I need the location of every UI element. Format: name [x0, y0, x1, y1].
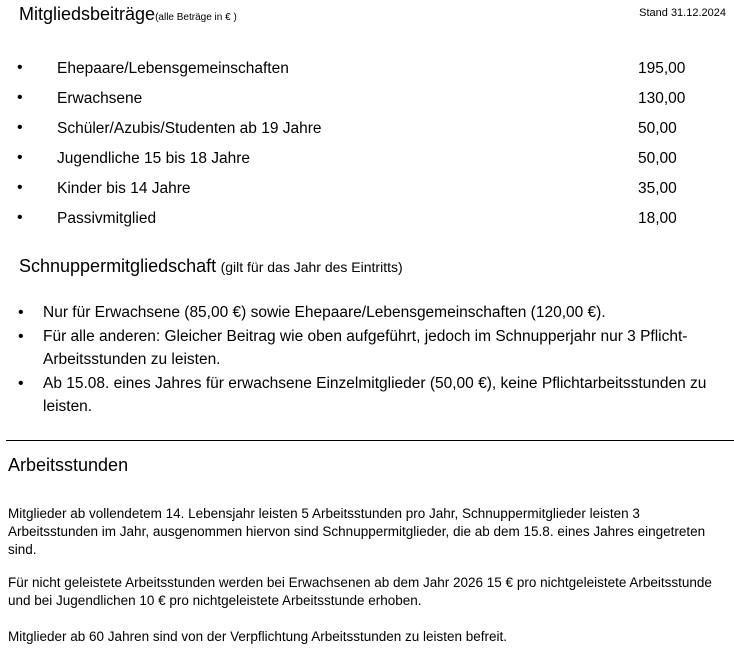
fee-list — [0, 59, 734, 239]
bullet-icon: • — [18, 304, 24, 321]
list-item — [0, 372, 734, 418]
fee-value: 50,00 — [638, 120, 677, 137]
section-divider — [6, 440, 734, 441]
fee-label: Jugendliche 15 bis 18 Jahre — [57, 150, 251, 167]
page-title: Mitgliedsbeiträge — [19, 4, 156, 24]
currency-note: (alle Beträge in € ) — [155, 12, 237, 23]
fee-value: 130,00 — [638, 90, 686, 107]
list-item — [0, 301, 734, 324]
bullet-icon: • — [17, 209, 23, 226]
fee-value: 50,00 — [638, 150, 677, 167]
fee-row — [0, 59, 734, 89]
list-item-text: Für alle anderen: Gleicher Beitrag wie oben aufgeführt, jedoch im Schnupperjahr nur 3 Pflicht-Arbeitsstunden zu leisten. — [43, 328, 688, 368]
bullet-icon: • — [18, 328, 24, 345]
work-hours-paragraph: Mitglieder ab vollendetem 14. Lebensjahr leisten 5 Arbeitsstunden pro Jahr, Schnuppermitglieder leisten 3 Arbeitsstunden im Jahr, ausgenommen hiervon sind Schnuppermitglieder, die ab dem 15.8. eines Jahres eingetreten sind. — [8, 506, 706, 557]
fee-label: Kinder bis 14 Jahre — [57, 180, 191, 197]
fee-label: Schüler/Azubis/Studenten ab 19 Jahre — [57, 120, 322, 137]
fee-label: Passivmitglied — [57, 210, 157, 227]
work-hours-title: Arbeitsstunden — [8, 455, 129, 475]
document-header — [19, 4, 709, 25]
trial-membership-title: Schnuppermitgliedschaft — [19, 256, 217, 276]
trial-membership-list — [0, 301, 734, 419]
bullet-icon: • — [17, 89, 23, 106]
fee-label: Ehepaare/Lebensgemeinschaften — [57, 60, 289, 77]
bullet-icon: • — [17, 179, 23, 196]
work-hours-paragraph: Für nicht geleistete Arbeitsstunden werden bei Erwachsenen ab dem Jahr 2026 15 € pro nichtgeleistete Arbeitsstunde und bei Jugendlichen 10 € pro nichtgeleistete Arbeitsstunde erhoben. — [8, 575, 712, 608]
bullet-icon: • — [18, 375, 24, 392]
fee-row — [0, 209, 734, 239]
bullet-icon: • — [17, 119, 23, 136]
fee-row — [0, 119, 734, 149]
fee-value: 35,00 — [638, 180, 677, 197]
trial-membership-heading — [19, 256, 403, 277]
bullet-icon: • — [17, 59, 23, 76]
fee-row — [0, 89, 734, 119]
fee-value: 195,00 — [638, 60, 686, 77]
fee-value: 18,00 — [638, 210, 677, 227]
list-item — [0, 325, 734, 371]
fee-row — [0, 179, 734, 209]
work-hours-paragraph: Mitglieder ab 60 Jahren sind von der Verpflichtung Arbeitsstunden zu leisten befreit. — [8, 629, 508, 644]
list-item-text: Nur für Erwachsene (85,00 €) sowie Ehepaare/Lebensgemeinschaften (120,00 €). — [43, 304, 606, 321]
list-item-text: Ab 15.08. eines Jahres für erwachsene Einzelmitglieder (50,00 €), keine Pflichtarbeitsstunden zu leisten. — [43, 375, 707, 415]
trial-membership-note: (gilt für das Jahr des Eintritts) — [220, 259, 403, 275]
bullet-icon: • — [17, 149, 23, 166]
fee-label: Erwachsene — [57, 90, 143, 107]
fee-row — [0, 149, 734, 179]
stand-date: Stand 31.12.2024 — [639, 7, 726, 19]
